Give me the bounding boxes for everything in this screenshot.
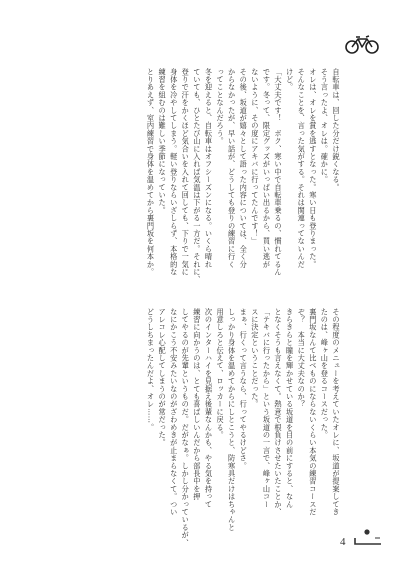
text-column-top <box>76 68 342 284</box>
bicycle-icon <box>345 34 379 54</box>
text-line: してやるのが先輩というものだ。だがなぁ。しかし分かっているが、 <box>181 308 191 547</box>
text-line: ぞ？ 本当に大丈夫なのか？ <box>297 308 307 409</box>
text-line: となくそうも言えなくて。熱意で根負けさせたいたことか、 <box>274 308 284 516</box>
page-number: 4 <box>340 536 346 548</box>
text-line: 用意しろと伝えて、ロッカーに戻る。 <box>216 308 226 439</box>
text-line: 冬を迎えると、自転車はオフシーズンになる。いくら晴れ <box>204 68 214 269</box>
text-line: とりあえず、室内練習で身体を温めてから裏門坂を何本か。 <box>146 68 156 276</box>
text-line: からなかったが、早い話が、どうしても登りの練習に行く <box>227 68 237 269</box>
text-line: ていても、ひとたび山に入れば気温は下がる一方だ。それに、 <box>192 68 202 284</box>
text-line: なにかこう不安みたいなのがざわめきが止まらなくて。つい <box>169 308 179 516</box>
text-line: その後、坂道が嬉々として語った内容については、全く分 <box>239 68 249 269</box>
text-line: ないように、その度にアキバに行ってたんです！」 <box>250 68 260 246</box>
text-line: 裏門坂なんて比べものにならないくらい本気の練習コースだ <box>308 308 318 516</box>
text-line: そう言ったよ、オレは。確かに。 <box>320 68 330 184</box>
text-line: しっかり身体を温めてからにしとこうと、防寒具だけはちゃんと <box>227 308 237 532</box>
text-line: そんなことを、言った気がする。それは関連ってないんだ <box>297 68 307 269</box>
text-line: 登りで汗をかくほど気合いを入れて回しても、下りで一気に <box>181 68 191 276</box>
corner-decoration-icon <box>353 528 383 546</box>
text-line: です。冬って、限定グッズがいっぱい出るから、買い逃が <box>262 68 272 269</box>
text-line: 練習に向かうのは、とても喜ばしいんだから部長中を押 <box>192 308 202 501</box>
text-line: 「テキバに行ったから」という坂道の一言で、峰ヶ山コー <box>262 308 272 509</box>
text-line: 自転車は、回した分だけ鋭くなる。 <box>332 68 341 192</box>
text-line: きらきらと瞳を輝かせている坂道を目の前にすると、なん <box>285 308 295 509</box>
text-line: まぁ、行くって言うなら、行ってやるけどさ。 <box>239 308 249 470</box>
text-line: スに決定ということだった。 <box>250 308 260 409</box>
text-line: どうしちまったんだよ、オレ……。 <box>146 308 156 432</box>
text-line: ってことなんだろう。 <box>216 68 226 145</box>
text-line: 「大丈夫です！ ボク、寒い中で自転車乗るの、慣れてるん <box>274 68 284 276</box>
text-line: けど。 <box>285 68 295 92</box>
text-line: アレコレ心配してしまうのが常だった。 <box>158 308 168 447</box>
text-column-bottom <box>76 308 342 547</box>
text-line: その程度のメニューを考えていたオレに、坂道が提案してき <box>332 308 341 516</box>
text-line: 身体を冷やしてしまう。軽い登りならいざしらず、本格的な <box>169 68 179 276</box>
text-line: たのは、峰ヶ山を登るコースだった。 <box>320 308 330 439</box>
text-line: 次のインターハイを見据え後輩なんかも、やる気を持って <box>204 308 214 509</box>
text-line: 練習を組むのは難しい季節になっていた。 <box>158 68 168 215</box>
text-line: オレは、オレを賞を逃すとなった。寒い日も登りまった。 <box>308 68 318 269</box>
